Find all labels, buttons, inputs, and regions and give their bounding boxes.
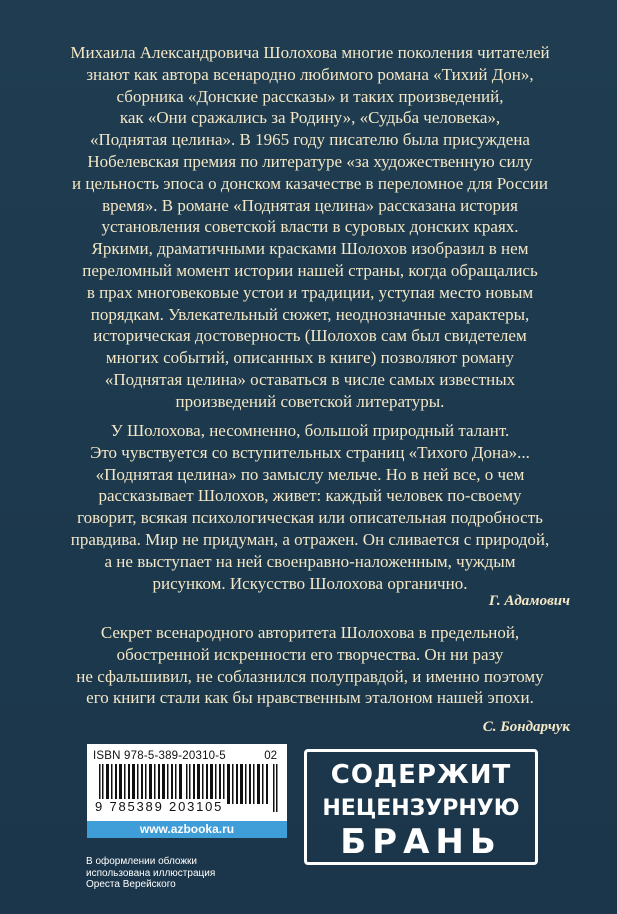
annotation-line: Яркими, драматичными красками Шолохов изобразил в нем xyxy=(91,239,529,259)
annotation-line: знают как автора всенародно любимого романа «Тихий Дон», xyxy=(86,64,534,84)
website-link[interactable]: www.azbooka.ru xyxy=(87,821,287,838)
annotation-line: историческая достоверность (Шолохов сам был свидетелем xyxy=(93,326,527,346)
annotation-line: «Поднятая целина». В 1965 году писателю была присуждена xyxy=(90,130,530,150)
annotation-line: «Поднятая целина» оставаться в числе самых известных xyxy=(104,369,516,389)
quote-line: «Поднятая целина» по замыслу мельче. Но в ней все, о чем xyxy=(95,464,525,484)
annotation-line: Михаила Александровича Шолохова многие поколения читателей xyxy=(70,43,550,62)
annotation-line: время». В романе «Поднятая целина» рассказана история xyxy=(102,195,518,215)
annotation-line: и цельность эпоса о донском казачестве в переломное для России xyxy=(72,173,548,193)
annotation-line: Нобелевская премия по литературе «за художественную силу xyxy=(87,151,533,171)
quote-line: обостренной искренности его творчества. Он ни разу xyxy=(116,644,504,664)
quote-author: С. Бондарчук xyxy=(482,719,570,735)
quote-line: не сфальшивил, не соблазнился полуправдой, и именно поэтому xyxy=(76,666,544,686)
annotation-line: порядкам. Увлекательный сюжет, неоднозначные характеры, xyxy=(90,304,530,324)
annotation-text xyxy=(50,42,570,413)
annotation-line: произведений советской литературы. xyxy=(175,391,445,411)
annotation-line: в прах многовековые устои и традиции, уступая место новым xyxy=(86,282,534,302)
warning-line-1: СОДЕРЖИТ xyxy=(330,760,512,790)
annotation-line: многих событий, описанных в книге) позволяют роману xyxy=(105,348,515,368)
quote-line: рассказывает Шолохов, живет: каждый человек по-своему xyxy=(98,486,522,506)
quote-line: Это чувствуется со вступительных страниц «Тихого Дона»... xyxy=(90,442,530,462)
illustration-credit xyxy=(86,856,286,891)
quote-line: говорит, всякая психологическая или описательная подробность xyxy=(77,508,543,528)
annotation-line: установления советской власти в суровых донских краях. xyxy=(101,217,519,237)
quote-line: У Шолохова, несомненно, большой природный талант. xyxy=(110,421,510,440)
profanity-warning-badge xyxy=(304,749,538,865)
credit-line: использована иллюстрация xyxy=(86,867,216,879)
quote-author: Г. Адамович xyxy=(488,593,570,609)
annotation-line: переломный момент истории нашей страны, когда обращались xyxy=(82,260,538,280)
annotation-line: сборника «Донские рассказы» и таких произведений, xyxy=(116,86,504,106)
credit-line: Ореста Верейского xyxy=(86,879,176,890)
quote-bondarchuk xyxy=(50,622,570,709)
quote-line: а не выступает на ней своенравно-наложенным, чуждым xyxy=(104,551,516,571)
quote-adamovich xyxy=(50,420,570,594)
quote-line: рисунком. Искусство Шолохова органично. xyxy=(152,573,468,593)
quote-line: Секрет всенародного авторитета Шолохова в предельной, xyxy=(100,623,520,642)
annotation-line: как «Они сражались за Родину», «Судьба человека», xyxy=(119,108,501,128)
barcode-digits: 9 785389 203105 xyxy=(95,799,224,814)
warning-line-3: БРАНЬ xyxy=(340,822,502,862)
warning-line-2: НЕЦЕНЗУРНУЮ xyxy=(322,796,520,821)
credit-line: В оформлении обложки xyxy=(86,856,197,867)
quote-line: его книги стали как бы нравственным эталоном нашей эпохи. xyxy=(86,688,534,708)
isbn-suffix: 02 xyxy=(264,750,277,762)
isbn-text: ISBN 978-5-389-20310-5 xyxy=(93,750,226,762)
quote-line: правдива. Мир не придуман, а отражен. Он сливается с природой, xyxy=(70,529,550,549)
